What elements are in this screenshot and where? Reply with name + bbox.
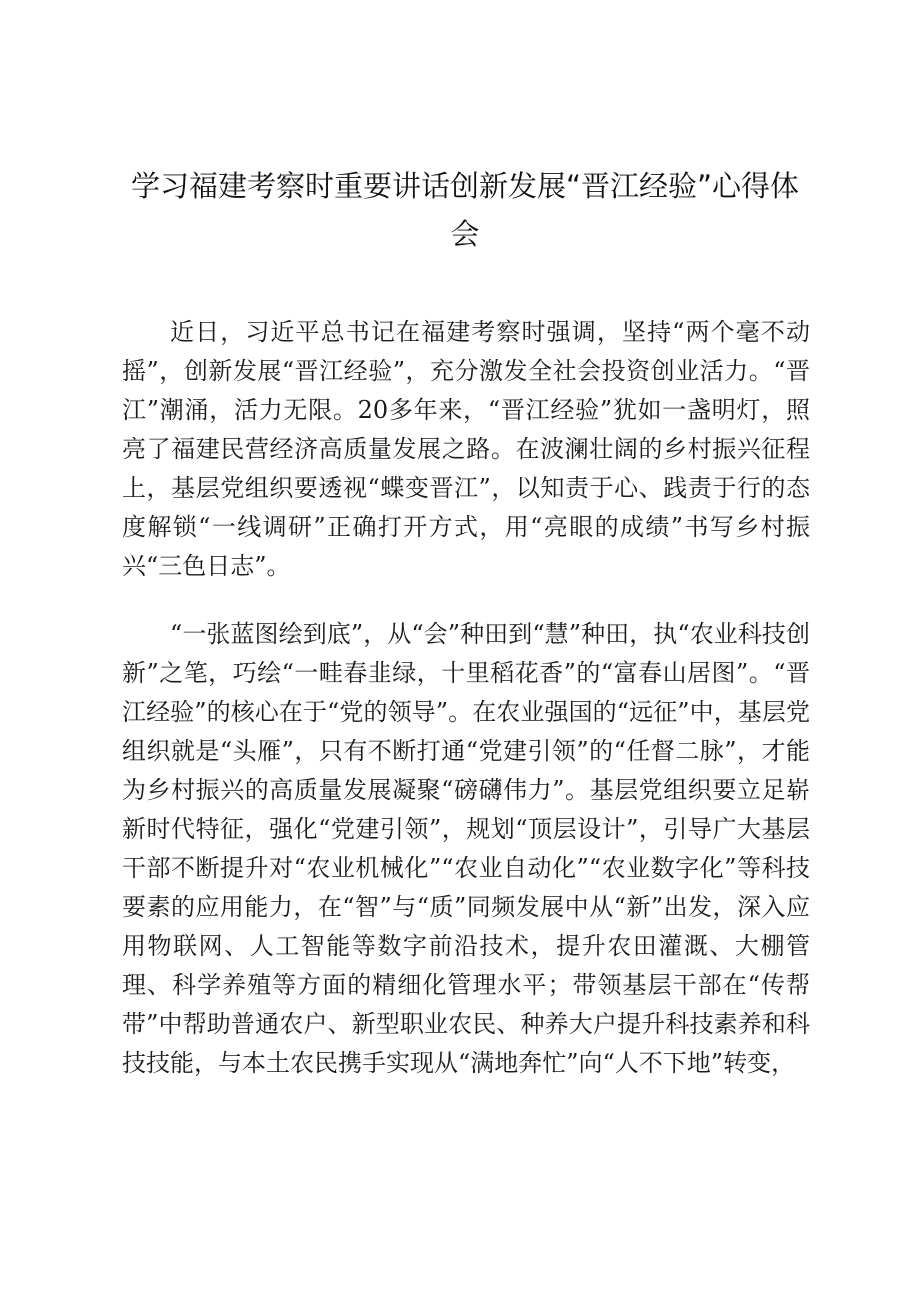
document-title: 学习福建考察时重要讲话创新发展“晋江经验”心得体会 [130,169,800,251]
paragraph-2: “一张蓝图绘到底”，从“会”种田到“慧”种田，执“农业科技创新”之笔，巧绘“一畦春韭绿，十里稻花香”的“富春山居图”。“晋江经验”的核心在于“党的领导”。在农业强国的“远征”中，基层党组织就是“头雁”，只有不断打通“党建引领”的“任督二脉”，才能为乡村振兴的高质量发展凝聚“磅礴伟力”。基层党组织要立足崭新时代特征，强化“党建引领”，规划“顶层设计”，引导广大基层干部不断提升对“农业机械化”“农业自动化”“农业数字化”等科技要素的应用能力，在“智”与“质”同频发展中从“新”出发，深入应用物联网、人工智能等数字前沿技术，提升农田灌溉、大棚管理、科学养殖等方面的精细化管理水平；带领基层干部在“传帮带”中帮助普通农户、新型职业农民、种养大户提升科技素养和科技技能，与本土农民携手实现从“满地奔忙”向“人不下地”转变， [122,620,810,1077]
paragraph-1: 近日，习近平总书记在福建考察时强调，坚持“两个毫不动摇”，创新发展“晋江经验”，充分激发全社会投资创业活力。“晋江”潮涌，活力无限。20多年来，“晋江经验”犹如一盏明灯，照亮了福建民营经济高质量发展之路。在波澜壮阔的乡村振兴征程上，基层党组织要透视“蝶变晋江”，以知责于心、践责于行的态度解锁“一线调研”正确打开方式，用“亮眼的成绩”书写乡村振兴“三色日志”。 [122,318,810,580]
document-body [122,313,810,1083]
